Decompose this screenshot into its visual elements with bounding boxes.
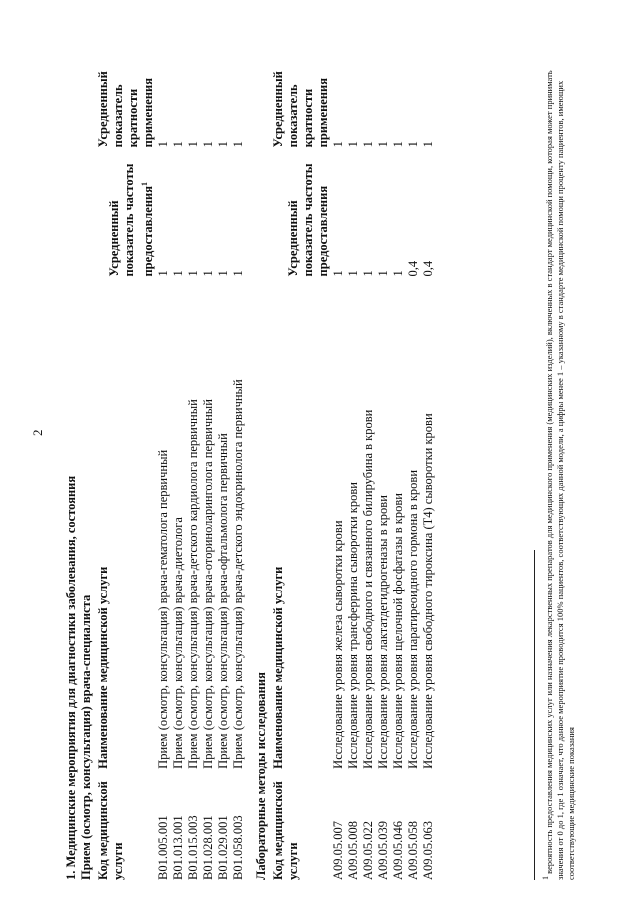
block-laboratory-methods — [254, 40, 436, 880]
cell-name: Исследование уровня паратиреоидного гормона в крови — [406, 469, 420, 769]
cell-name: Исследование уровня свободного и связанного билирубина в крови — [361, 409, 375, 769]
cell-multiplicity: 1 — [376, 141, 390, 148]
header-frequency — [96, 147, 156, 276]
header-name: Наименование медицинской услуги — [271, 566, 285, 769]
header-code: Код медицинской услуги — [96, 781, 125, 880]
table-row — [171, 40, 186, 880]
cell-name: Прием (осмотр, консультация) врача-офтальмолога первичный — [216, 433, 230, 769]
cell-multiplicity: 1 — [186, 141, 200, 148]
table-row — [156, 40, 171, 880]
rotated-page-content — [64, 40, 584, 880]
cell-frequency: 1 — [331, 270, 345, 277]
cell-frequency: 1 — [201, 270, 215, 277]
block2-title: Лабораторные методы исследования — [254, 672, 268, 880]
cell-code: A09.05.008 — [346, 820, 360, 880]
table-row — [376, 40, 391, 880]
page-number: 2 — [30, 429, 45, 436]
cell-multiplicity: 1 — [331, 141, 345, 148]
cell-code: A09.05.007 — [331, 820, 345, 880]
table-row — [216, 40, 231, 880]
cell-name: Исследование уровня лактатдегидрогеназы в крови — [376, 495, 390, 769]
cell-multiplicity: 1 — [346, 141, 360, 148]
cell-name: Исследование уровня железа сыворотки крови — [331, 520, 345, 769]
cell-code: B01.028.001 — [201, 815, 215, 880]
table-row — [186, 40, 201, 880]
cell-name: Прием (осмотр, консультация) врача-детского кардиолога первичный — [186, 399, 200, 769]
table-row — [346, 40, 361, 880]
header-multiplicity: Усредненный показатель кратности применения — [96, 71, 155, 148]
cell-name: Исследование уровня свободного тироксина (T4) сыворотки крови — [421, 413, 435, 769]
table-laboratory-methods — [271, 40, 436, 880]
table-body — [331, 40, 436, 880]
cell-name: Прием (осмотр, консультация) врача-диетолога — [171, 517, 185, 769]
cell-code: B01.029.001 — [216, 815, 230, 880]
header-code: Код медицинской услуги — [271, 781, 300, 880]
table-row — [201, 40, 216, 880]
table-row — [406, 40, 421, 880]
cell-frequency: 1 — [156, 270, 170, 277]
table-header-row — [271, 40, 331, 880]
cell-code: A09.05.022 — [361, 820, 375, 880]
cell-frequency: 1 — [391, 270, 405, 277]
cell-name: Прием (осмотр, консультация) врача-детского эндокринолога первичный — [231, 379, 245, 769]
block1-title: Прием (осмотр, консультация) врача-специалиста — [79, 594, 93, 880]
table-row — [391, 40, 406, 880]
cell-code: B01.015.003 — [186, 815, 200, 880]
cell-frequency: 1 — [361, 270, 375, 277]
cell-multiplicity: 1 — [231, 141, 245, 148]
cell-code: A09.05.063 — [421, 820, 435, 880]
cell-multiplicity: 1 — [421, 141, 435, 148]
table-row — [421, 40, 436, 880]
cell-frequency: 1 — [376, 270, 390, 277]
footnote-marker: 1 — [139, 182, 149, 187]
section-title: 1. Медицинские мероприятия для диагностики заболевания, состояния — [64, 475, 78, 880]
cell-frequency: 0,4 — [406, 260, 420, 277]
header-frequency-text: Усредненный показатель частоты предоставления — [106, 163, 155, 277]
cell-frequency: 0,4 — [421, 260, 435, 277]
cell-multiplicity: 1 — [361, 141, 375, 148]
cell-multiplicity: 1 — [406, 141, 420, 148]
table-row — [331, 40, 346, 880]
table-row — [361, 40, 376, 880]
header-frequency: Усредненный показатель частоты предоставления — [286, 163, 330, 277]
cell-multiplicity: 1 — [216, 141, 230, 148]
cell-multiplicity: 1 — [201, 141, 215, 148]
cell-multiplicity: 1 — [391, 141, 405, 148]
cell-multiplicity: 1 — [156, 141, 170, 148]
cell-name: Исследование уровня трансферрина сыворотки крови — [346, 482, 360, 769]
cell-code: B01.013.001 — [171, 815, 185, 880]
table-body — [156, 40, 246, 880]
header-multiplicity: Усредненный показатель кратности применения — [271, 71, 330, 148]
footnote — [540, 40, 577, 880]
cell-frequency: 1 — [171, 270, 185, 277]
table-header-row — [96, 40, 156, 880]
cell-frequency: 1 — [216, 270, 230, 277]
cell-multiplicity: 1 — [171, 141, 185, 148]
cell-frequency: 1 — [231, 270, 245, 277]
cell-code: B01.058.003 — [231, 815, 245, 880]
cell-code: A09.05.039 — [376, 820, 390, 880]
cell-frequency: 1 — [186, 270, 200, 277]
block-specialist-consultation — [79, 40, 246, 880]
footnote-text: вероятность предоставления медицинских услуг или назначения лекарственных препаратов для медицинского применения (медицинских изделий), включенных в стандарт медицинской помощи, которая может принимать значения от 0 до 1, где 1 означает, что данное мероприятие проводится 100% пациентов, соответствующих данной модели, а цифры менее 1 – указанному в стандарте медицинской помощи проценту пациентов, имеющих соответствующие медицинские показания — [543, 70, 576, 880]
cell-name: Прием (осмотр, консультация) врача-гематолога первичный — [156, 449, 170, 769]
table-row — [231, 40, 246, 880]
cell-code: A09.05.058 — [406, 820, 420, 880]
cell-code: B01.005.001 — [156, 815, 170, 880]
cell-name: Исследование уровня щелочной фосфатазы в крови — [391, 493, 405, 769]
cell-name: Прием (осмотр, консультация) врача-оториноларинголога первичный — [201, 399, 215, 769]
footnote-sup: 1 — [541, 876, 550, 880]
cell-frequency: 1 — [346, 270, 360, 277]
table-specialist-consultation — [96, 40, 246, 880]
header-name: Наименование медицинской услуги — [96, 566, 110, 769]
cell-code: A09.05.046 — [391, 820, 405, 880]
footnote-divider — [534, 550, 535, 880]
